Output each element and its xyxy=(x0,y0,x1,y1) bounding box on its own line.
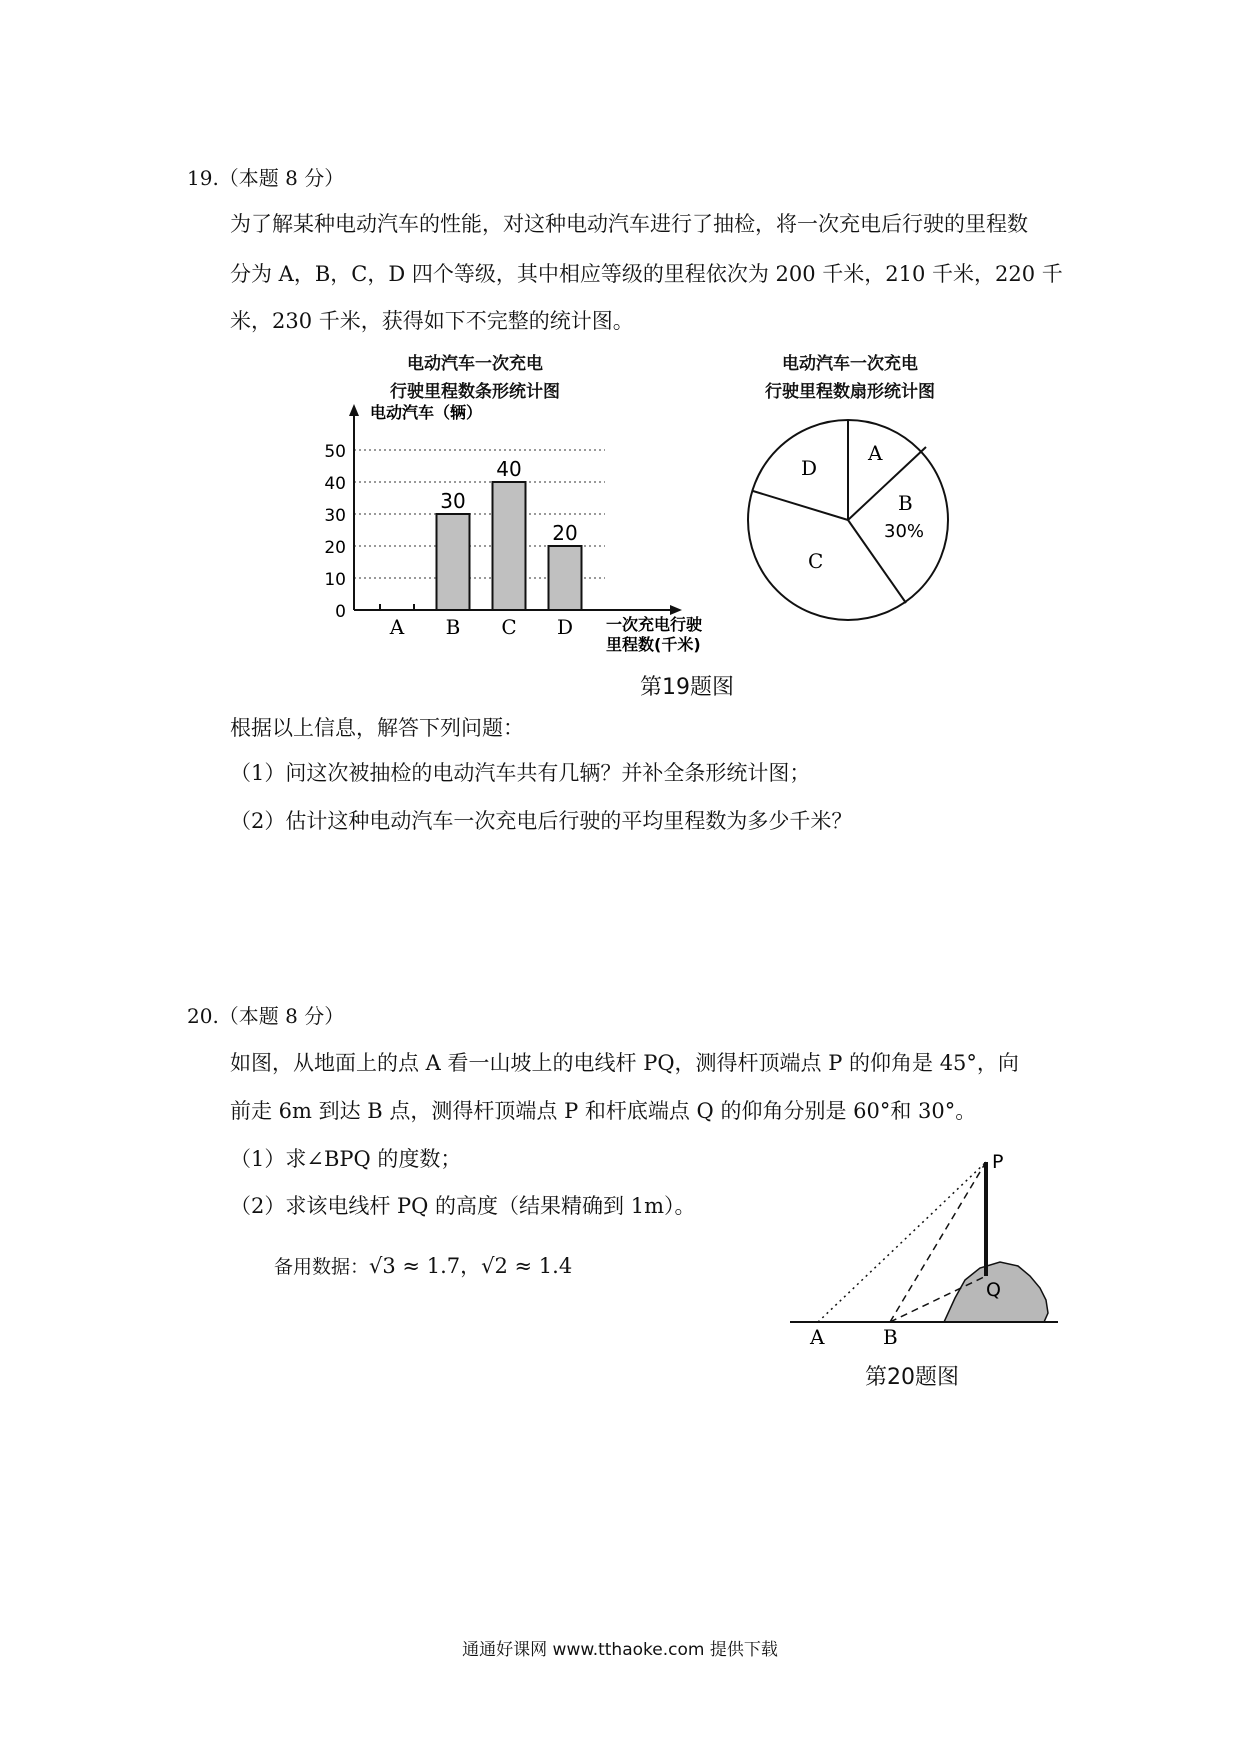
x-tick-label-A: A xyxy=(389,615,405,639)
data-label-C: 40 xyxy=(496,457,522,481)
x-tick-label-D: D xyxy=(556,615,574,639)
backup-formula: √3 ≈ 1.7，√2 ≈ 1.4 xyxy=(369,1254,573,1278)
page-footer: 通通好课网 www.tthaoke.com 提供下载 xyxy=(462,1640,778,1660)
q19-header: 19.（本题 8 分） xyxy=(187,166,345,190)
x-tick-label-C: C xyxy=(501,615,517,639)
q19-line3: 米，230 千米，获得如下不完整的统计图。 xyxy=(230,309,634,333)
bar-chart-title-line2: 行驶里程数条形统计图 xyxy=(390,382,560,402)
q20-sub2: （2）求该电线杆 PQ 的高度（结果精确到 1m）。 xyxy=(230,1194,696,1218)
pie-label-b-percent: 30% xyxy=(884,521,925,542)
point-label-a: A xyxy=(810,1325,825,1349)
y-tick-label-10: 10 xyxy=(324,570,346,590)
q20-header: 20.（本题 8 分） xyxy=(187,1004,345,1028)
backup-prefix: 备用数据： xyxy=(274,1256,370,1278)
point-label-p: P xyxy=(992,1151,1004,1173)
pie-label-d: D xyxy=(801,456,818,480)
q20-line1: 如图，从地面上的点 A 看一山坡上的电线杆 PQ，测得杆顶端点 P 的仰角是 45°，向 xyxy=(230,1051,1019,1075)
q20-line2: 前走 6m 到达 B 点，测得杆顶端点 P 和杆底端点 Q 的仰角分别是 60°和 30°。 xyxy=(230,1099,977,1123)
pie-chart-title-line2: 行驶里程数扇形统计图 xyxy=(765,382,935,402)
x-tick-label-B: B xyxy=(445,615,461,639)
q19-sub1: （1）问这次被抽检的电动汽车共有几辆？并补全条形统计图； xyxy=(230,761,811,785)
y-tick-label-50: 50 xyxy=(324,442,346,462)
pie-label-b: B xyxy=(898,491,913,515)
data-label-D: 20 xyxy=(552,521,578,545)
y-tick-label-20: 20 xyxy=(324,538,346,558)
y-axis-label: 电动汽车（辆） xyxy=(370,403,483,422)
y-tick-label-40: 40 xyxy=(324,474,346,494)
pie-chart-title-line1: 电动汽车一次充电 xyxy=(782,354,918,374)
data-label-B: 30 xyxy=(440,489,466,513)
q19-after: 根据以上信息，解答下列问题： xyxy=(230,716,524,740)
y-tick-label-0: 0 xyxy=(335,602,346,622)
pie-label-a: A xyxy=(868,441,883,465)
bar-chart-title-line1: 电动汽车一次充电 xyxy=(407,354,543,374)
x-axis-label-line1: 一次充电行驶 xyxy=(606,615,703,634)
point-label-q: Q xyxy=(986,1279,1001,1301)
q19-figure-caption: 第19题图 xyxy=(640,675,734,700)
q20-figure-caption: 第20题图 xyxy=(865,1365,959,1390)
q19-sub2: （2）估计这种电动汽车一次充电后行驶的平均里程数为多少千米？ xyxy=(230,809,853,833)
pie-label-c: C xyxy=(808,549,824,573)
q19-line1: 为了解某种电动汽车的性能，对这种电动汽车进行了抽检，将一次充电后行驶的里程数 xyxy=(230,212,1028,236)
point-label-b: B xyxy=(883,1325,898,1349)
x-axis-label-line2: 里程数(千米) xyxy=(606,635,701,654)
y-tick-label-30: 30 xyxy=(324,506,346,526)
q20-sub1: （1）求∠BPQ 的度数； xyxy=(230,1147,462,1171)
q19-line2: 分为 A，B，C，D 四个等级，其中相应等级的里程依次为 200 千米，210 千米，220 千 xyxy=(230,262,1063,286)
